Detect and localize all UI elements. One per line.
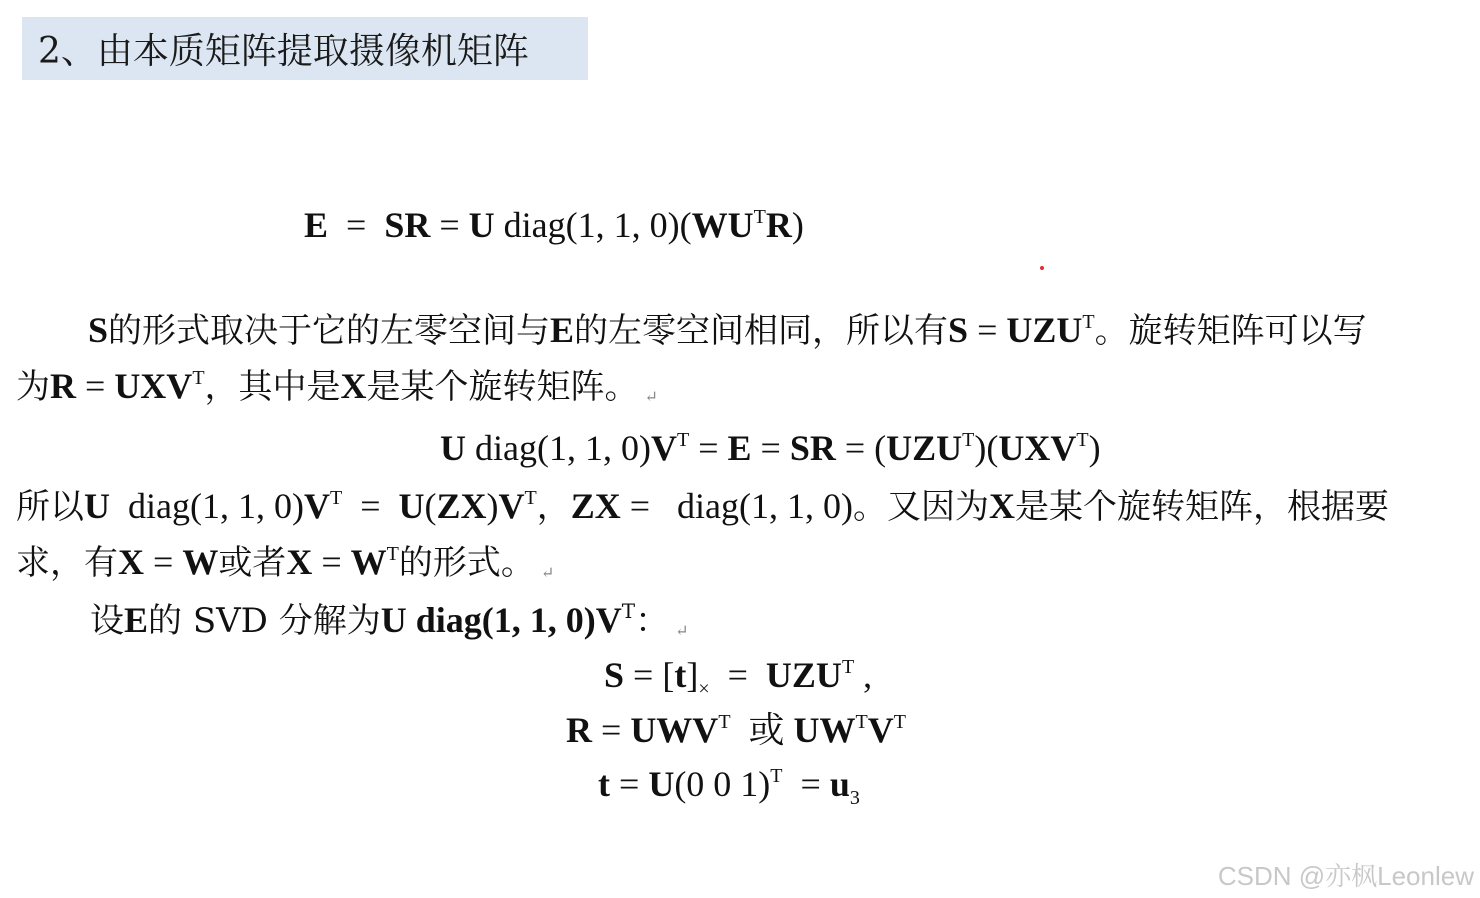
text-segment: 是某个旋转矩阵。 [366,367,639,407]
text-segment: ， [536,487,571,527]
text-segment: ，其中是 [204,367,341,407]
text-segment: 或者 [218,543,287,583]
paragraph-line-1: S的形式取决于它的左零空间与E的左零空间相同，所以有$S = UZU^T$。旋转矩阵可以写 [88,310,1367,351]
paragraph-line-4: 求，有X = W或者$X = W^T$的形式。 ↵ [16,542,555,583]
watermark: CSDN @亦枫Leonlew [1217,861,1474,891]
equation-essential-decomposition: E = SR = U diag(1, 1, $0)(WU^TR)$ [304,205,804,245]
text-segment: 的形式。 [398,543,535,583]
text-segment: 。又因为 [853,487,990,527]
equation-t-value: t = U(0 0 $1)^T = u_3$ [598,764,860,809]
text-segment: 为 [16,367,50,407]
equation-svd-identity: U diag(1, 1, $0)V^T = E$ = SR = $(UZU^T)(UXV^T)$ [440,428,1101,468]
paragraph-line-2: 为$R = UXV^T$，其中是X是某个旋转矩阵。 ↵ [16,366,658,407]
or-label: 或 [748,710,785,750]
paragraph-line-5: 设E的 SVD 分解为U diag(1, 1, $0)V^T$： ↵ [90,599,689,641]
text-segment: ： [635,601,670,641]
text-segment: 所以 [16,487,84,527]
text-segment: 的左零空间相同，所以有 [574,311,949,351]
text-segment: 的形式取决于它的左零空间与 [108,311,551,351]
equation-r-options: $R = UWV^T$ 或 $UW^TV^T$ [566,710,906,750]
paragraph-line-3: 所以U diag(1, 1, $0)V^T = U(ZX)V^T$，ZX = diag(1, 1, 0)。又因为X是某个旋转矩阵，根据要 [16,486,1390,527]
text-segment: 是某个旋转矩阵，根据要 [1015,487,1390,527]
text-segment: 的 SVD 分解为 [148,601,381,641]
equation-s-skew: $S = [t]_\times = UZU^T$ , [604,655,873,700]
red-dot-marker [1040,266,1044,270]
slide-title: 2、由本质矩阵提取摄像机矩阵 [22,17,588,80]
text-segment: 设 [90,601,124,641]
text-segment: 。旋转矩阵可以写 [1094,311,1367,351]
text-segment: 求，有 [16,543,118,583]
